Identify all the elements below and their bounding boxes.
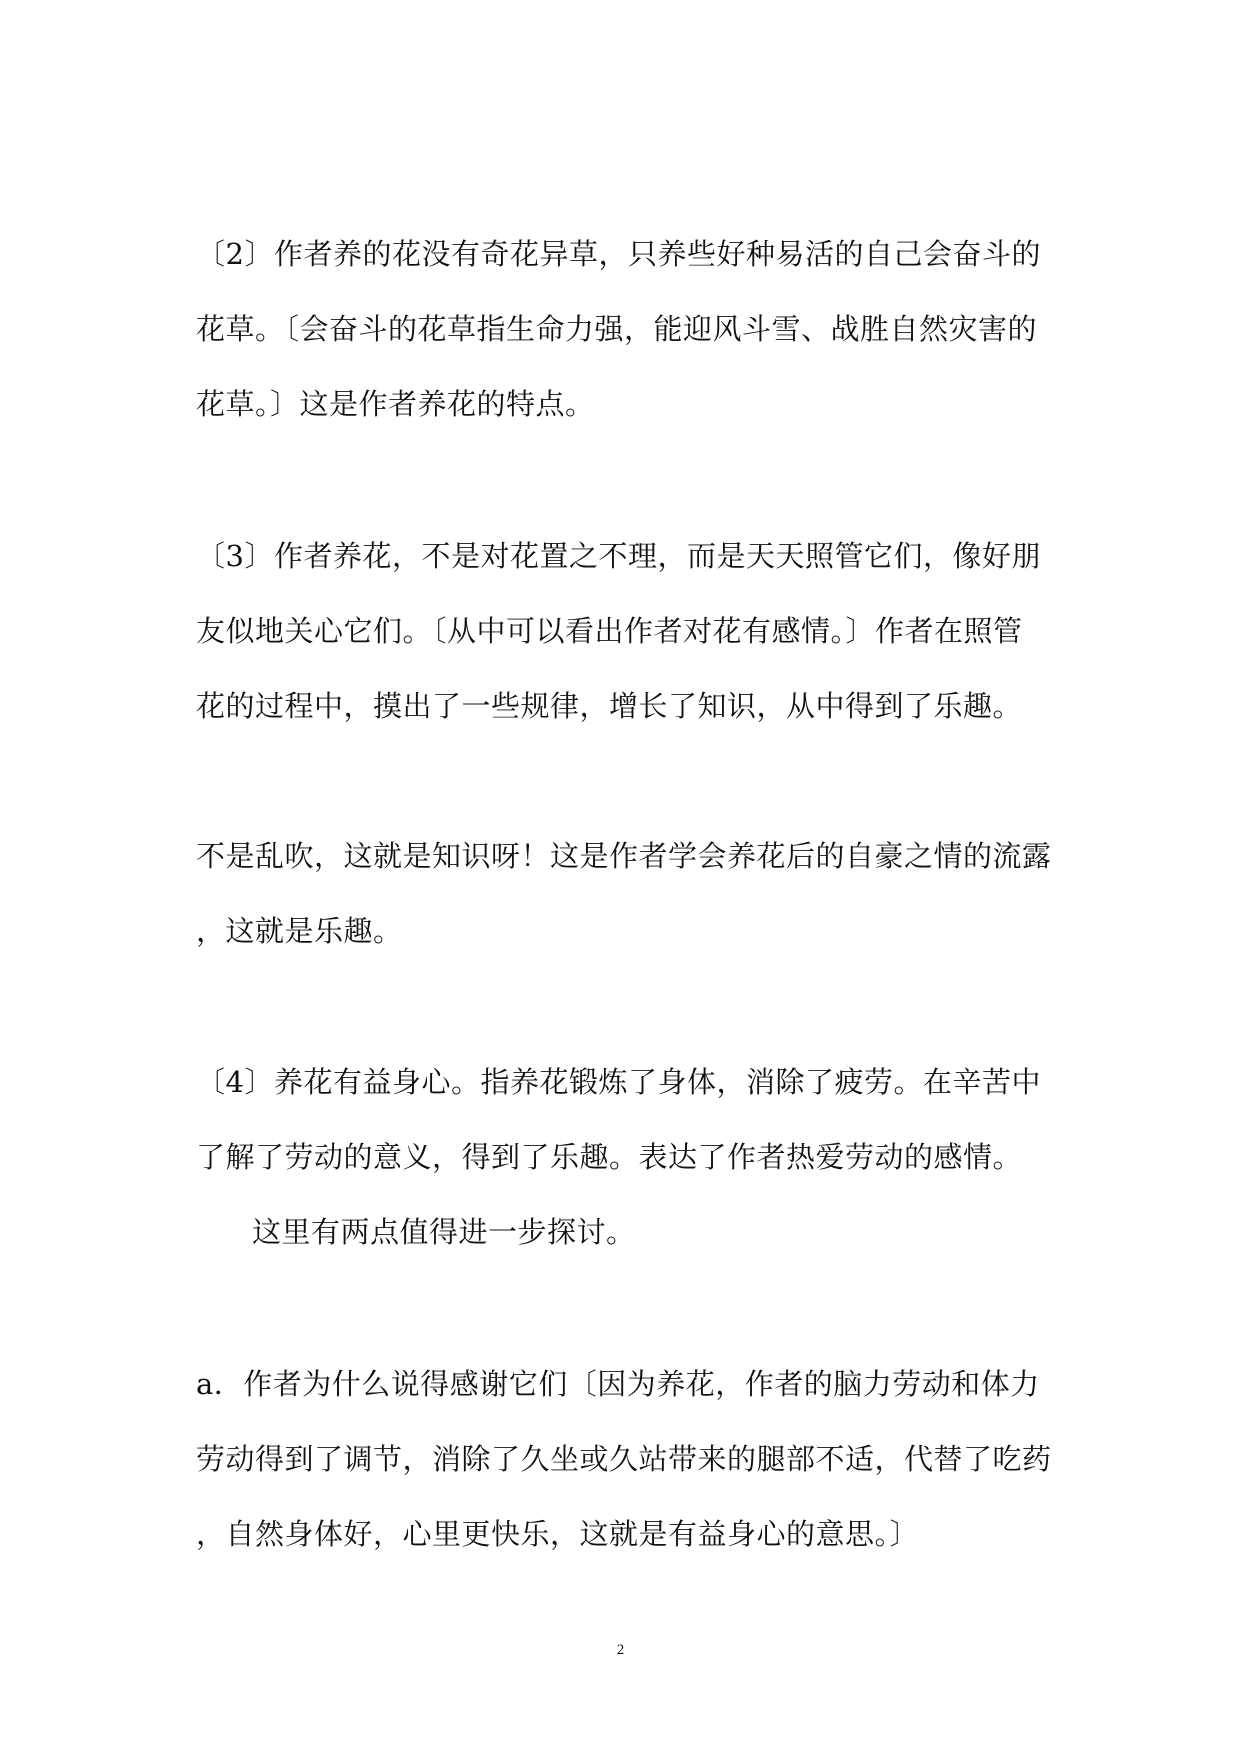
paragraph-a-line-3: ，自然身体好，心里更快乐，这就是有益身心的意思。〕 <box>196 1517 920 1551</box>
paragraph-3-line-2: 友似地关心它们。〔从中可以看出作者对花有感情。〕作者在照管 <box>196 614 1023 648</box>
paragraph-a-line-1: a．作者为什么说得感谢它们〔因为养花，作者的脑力劳动和体力 <box>196 1367 1040 1401</box>
paragraph-2-line-3: 花草。〕这是作者养花的特点。 <box>196 387 595 421</box>
paragraph-4-line-1: 〔4〕养花有益身心。指养花锻炼了身体，消除了疲劳。在辛苦中 <box>196 1065 1041 1099</box>
paragraph-knowledge-line-2: ，这就是乐趣。 <box>196 914 403 948</box>
page-number: 2 <box>616 1642 625 1658</box>
paragraph-3-line-3: 花的过程中，摸出了一些规律，增长了知识，从中得到了乐趣。 <box>196 689 1023 723</box>
paragraph-3-line-1: 〔3〕作者养花，不是对花置之不理，而是天天照管它们，像好朋 <box>196 539 1041 573</box>
paragraph-2-line-1: 〔2〕作者养的花没有奇花异草，只养些好种易活的自己会奋斗的 <box>196 237 1041 271</box>
paragraph-4-line-2: 了解了劳动的意义，得到了乐趣。表达了作者热爱劳动的感情。 <box>196 1140 1023 1174</box>
paragraph-discussion-intro: 这里有两点值得进一步探讨。 <box>252 1215 636 1249</box>
paragraph-a-line-2: 劳动得到了调节，消除了久坐或久站带来的腿部不适，代替了吃药 <box>196 1442 1052 1476</box>
paragraph-2-line-2: 花草。〔会奋斗的花草指生命力强，能迎风斗雪、战胜自然灾害的 <box>196 312 1038 346</box>
paragraph-knowledge-line-1: 不是乱吹，这就是知识呀！这是作者学会养花后的自豪之情的流露 <box>196 839 1052 873</box>
